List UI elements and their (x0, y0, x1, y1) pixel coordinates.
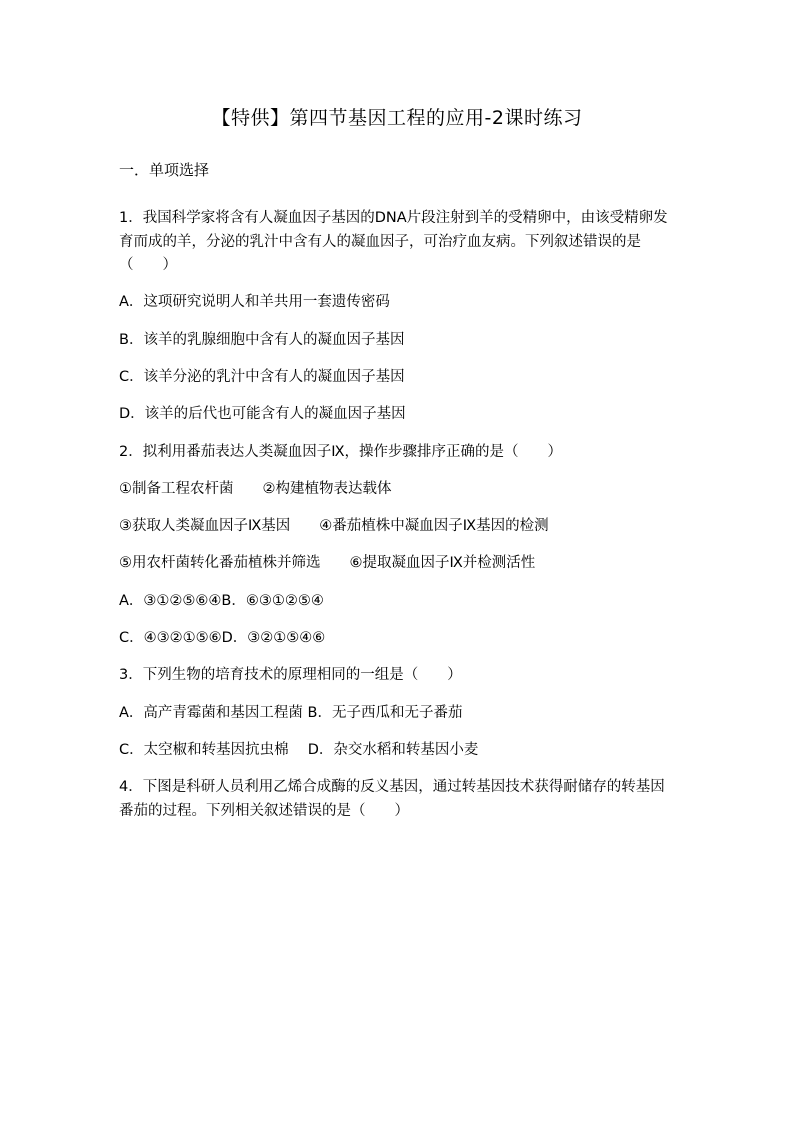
question-1-option-b: B．该羊的乳腺细胞中含有人的凝血因子基因 (119, 332, 405, 348)
question-3-line-1: 3．下列生物的培育技术的原理相同的一组是（ ） (119, 667, 462, 683)
question-1-option-a: A．这项研究说明人和羊共用一套遗传密码 (119, 294, 390, 310)
question-2-option-line-2: C．④③②①⑤⑥D．③②①⑤④⑥ (119, 630, 326, 646)
question-2-step-line-1: ①制备工程农杆菌 ②构建植物表达载体 (119, 481, 392, 497)
question-2-line-1: 2．拟利用番茄表达人类凝血因子Ⅸ，操作步骤排序正确的是（ ） (119, 444, 563, 460)
question-4-line-2: 番茄的过程。下列相关叙述错误的是（ ） (119, 803, 409, 819)
question-3-option-line-1: A．高产青霉菌和基因工程菌 B．无子西瓜和无子番茄 (119, 705, 463, 721)
question-2-step-line-3: ⑤用农杆菌转化番茄植株并筛选 ⑥提取凝血因子Ⅸ并检测活性 (119, 555, 536, 571)
page-title: 【特供】第四节基因工程的应用-2课时练习 (211, 107, 583, 129)
question-1-line-1: 1．我国科学家将含有人凝血因子基因的DNA片段注射到羊的受精卵中，由该受精卵发 (119, 210, 668, 226)
question-2-option-line-1: A．③①②⑤⑥④B．⑥③①②⑤④ (119, 593, 324, 609)
question-4-line-1: 4．下图是科研人员利用乙烯合成酶的反义基因，通过转基因技术获得耐储存的转基因 (119, 779, 665, 795)
question-1-option-d: D．该羊的后代也可能含有人的凝血因子基因 (119, 406, 406, 422)
section-heading: 一．单项选择 (119, 161, 210, 179)
question-1-line-2: 育而成的羊，分泌的乳汁中含有人的凝血因子，可治疗血友病。下列叙述错误的是 (119, 234, 641, 250)
question-2-step-line-2: ③获取人类凝血因子Ⅸ基因 ④番茄植株中凝血因子Ⅸ基因的检测 (119, 518, 549, 534)
question-1-option-c: C．该羊分泌的乳汁中含有人的凝血因子基因 (119, 369, 405, 385)
question-1-line-3: （ ） (119, 257, 177, 273)
question-3-option-line-2: C．太空椒和转基因抗虫棉 D．杂交水稻和转基因小麦 (119, 742, 479, 758)
